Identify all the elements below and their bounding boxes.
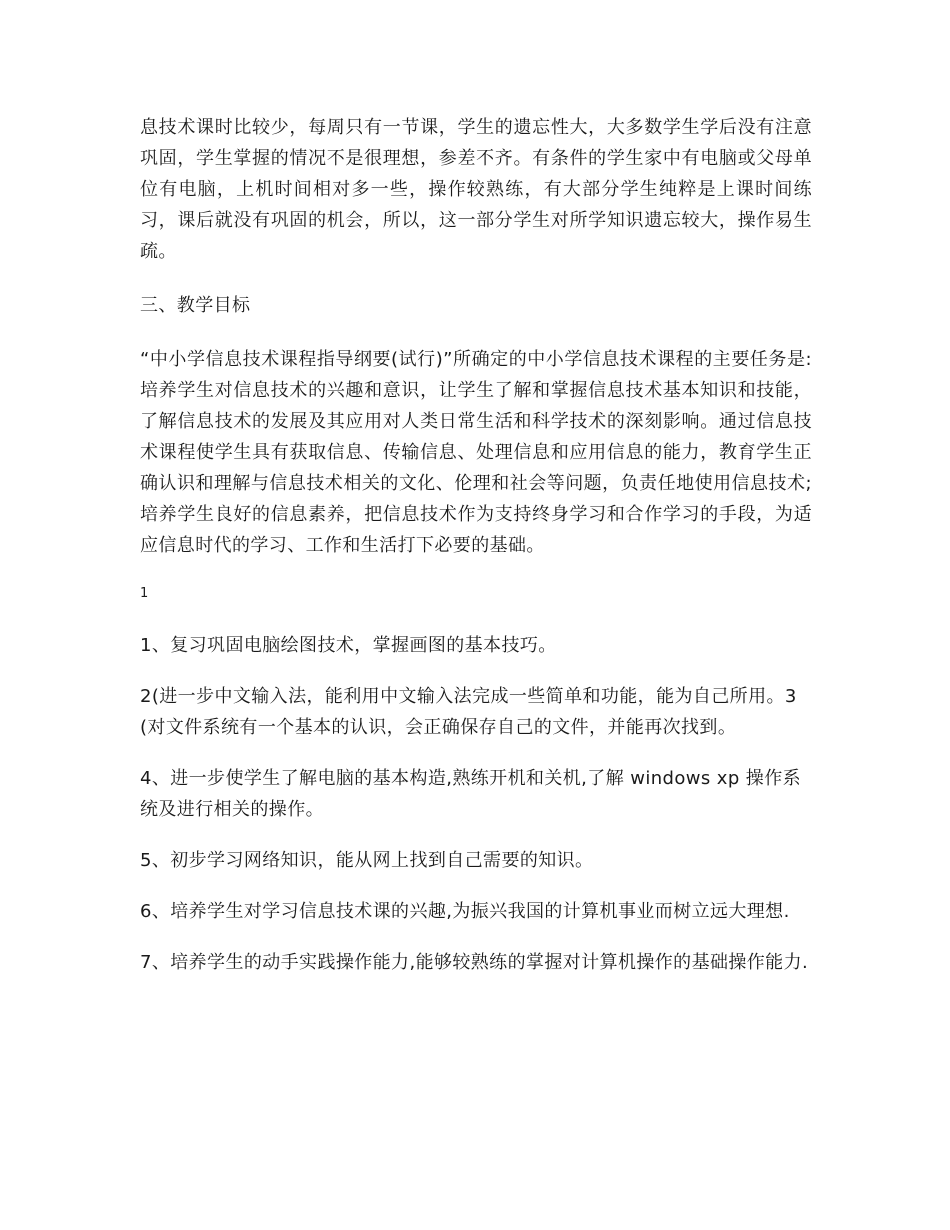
goal-item-4: 4、进一步使学生了解电脑的基本构造,熟练开机和关机,了解 windows xp 操作系统及进行相关的操作。 xyxy=(140,768,802,820)
goal-item-1: 1、复习巩固电脑绘图技术，掌握画图的基本技巧。 xyxy=(140,635,557,656)
goal-item-6: 6、培养学生对学习信息技术课的兴趣,为振兴我国的计算机事业而树立远大理想. xyxy=(140,901,790,922)
paragraph-curriculum-task: “中小学信息技术课程指导纲要(试行)”所确定的中小学信息技术课程的主要任务是:培养学生对信息技术的兴趣和意识，让学生了解和掌握信息技术基本知识和技能，了解信息技术的发展及其应用对人类日常生活和科学技术的深刻影响。通过信息技术课程使学生具有获取信息、传输信息、处理信息和应用信息的能力，教育学生正确认识和理解与信息技术相关的文化、伦理和社会等问题，负责任地使用信息技术;培养学生良好的信息素养，把信息技术作为支持终身学习和合作学习的手段，为适应信息时代的学习、工作和生活打下必要的基础。 xyxy=(140,349,812,556)
page-number: 1 xyxy=(140,586,149,601)
goal-item-2-3: 2(进一步中文输入法，能利用中文输入法完成一些简单和功能，能为自己所用。3(对文件系统有一个基本的认识，会正确保存自己的文件，并能再次找到。 xyxy=(140,686,797,738)
section-heading-teaching-goals: 三、教学目标 xyxy=(140,295,251,316)
paragraph-student-situation: 息技术课时比较少，每周只有一节课，学生的遗忘性大，大多数学生学后没有注意巩固，学生掌握的情况不是很理想，参差不齐。有条件的学生家中有电脑或父母单位有电脑，上机时间相对多一些，操作较熟练，有大部分学生纯粹是上课时间练习，课后就没有巩固的机会，所以，这一部分学生对所学知识遗忘较大，操作易生疏。 xyxy=(140,117,812,262)
goal-item-7: 7、培养学生的动手实践操作能力,能够较熟练的掌握对计算机操作的基础操作能力. xyxy=(140,952,809,973)
goal-item-5: 5、初步学习网络知识，能从网上找到自己需要的知识。 xyxy=(140,850,594,871)
document-body xyxy=(140,112,812,998)
